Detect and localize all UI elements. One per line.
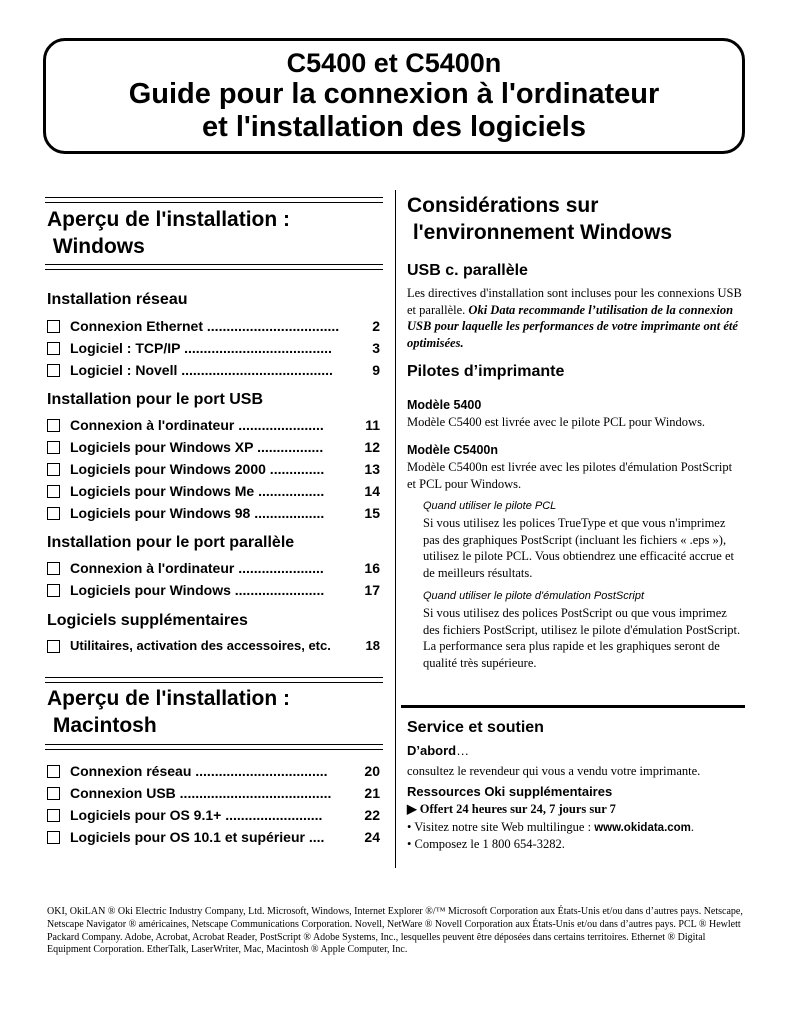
- toc-label: Logiciels pour Windows .......................: [70, 582, 325, 598]
- arrow-right-icon: ▶: [407, 802, 417, 816]
- checkbox[interactable]: [47, 419, 60, 432]
- toc-item-winxp[interactable]: [47, 436, 380, 458]
- mac-heading: [47, 685, 383, 739]
- group-title-parallel: Installation pour le port parallèle: [47, 534, 295, 551]
- toc-label: Logiciels pour Windows 2000 ..............: [70, 461, 325, 477]
- toc-page: 20: [364, 763, 380, 779]
- toc-item-mac-os9[interactable]: [47, 804, 380, 826]
- group-title-extra: Logiciels supplémentaires: [47, 612, 248, 629]
- checkbox[interactable]: [47, 485, 60, 498]
- toc-item-usb-connect[interactable]: [47, 414, 380, 436]
- toc-page: 12: [364, 439, 380, 455]
- title-line-3: et l'installation des logiciels: [202, 111, 586, 143]
- env-heading-line-1: Considérations sur: [407, 194, 599, 217]
- title-box: [43, 38, 745, 154]
- windows-heading-line-1: Aperçu de l'installation :: [47, 208, 291, 231]
- checkbox[interactable]: [47, 364, 60, 377]
- usb-recommendation: Oki Data recommande l’utilisation de la connexion USB pour laquelle les performances de votre imprimante ont été optimisées.: [407, 302, 738, 350]
- toc-item-mac-os10[interactable]: [47, 826, 380, 848]
- drivers-title: Pilotes d’imprimante: [407, 363, 565, 380]
- bullet-website-text: • Visitez notre site Web multilingue :: [407, 820, 595, 834]
- toc-label: Connexion réseau ..................................: [70, 763, 328, 779]
- checkbox[interactable]: [47, 809, 60, 822]
- toc-item-mac-network[interactable]: [47, 760, 380, 782]
- toc-label: Logiciels pour Windows Me .................: [70, 483, 325, 499]
- toc-label: Utilitaires, activation des accessoires, etc.: [70, 638, 331, 653]
- env-heading-line-2: l'environnement Windows: [407, 221, 672, 244]
- bullet-phone: • Composez le 1 800 654-3282.: [407, 837, 565, 851]
- toc-mac: [47, 760, 380, 848]
- toc-label: Connexion USB .......................................: [70, 785, 332, 801]
- mac-bottom-rule: [45, 744, 383, 750]
- env-heading: [407, 192, 747, 246]
- model-5400-text: Modèle C5400 est livrée avec le pilote PCL pour Windows.: [407, 415, 706, 429]
- checkbox[interactable]: [47, 584, 60, 597]
- toc-item-tcpip[interactable]: [47, 337, 380, 359]
- model-5400n-text: Modèle C5400n est livrée avec les pilotes d'émulation PostScript et PCL pour Windows.: [407, 460, 733, 491]
- mac-top-rule: [45, 677, 383, 683]
- checkbox[interactable]: [47, 831, 60, 844]
- toc-item-winme[interactable]: [47, 480, 380, 502]
- toc-item-utilities[interactable]: [47, 635, 380, 657]
- service-title: Service et soutien: [407, 719, 544, 736]
- windows-heading: [47, 206, 383, 260]
- toc-item-parallel-windows[interactable]: [47, 579, 380, 601]
- toc-page: 15: [364, 505, 380, 521]
- checkbox[interactable]: [47, 441, 60, 454]
- usb-text: Les directives d'installation sont incluses pour les connexions USB et parallèle.: [407, 286, 742, 317]
- service-rule: [401, 705, 745, 708]
- checkbox[interactable]: [47, 463, 60, 476]
- toc-page: 14: [364, 483, 380, 499]
- toc-page: 24: [364, 829, 380, 845]
- checkbox[interactable]: [47, 320, 60, 333]
- toc-item-win2000[interactable]: [47, 458, 380, 480]
- resources-title: Ressources Oki supplémentaires: [407, 784, 613, 799]
- toc-item-novell[interactable]: [47, 359, 380, 381]
- checkbox[interactable]: [47, 765, 60, 778]
- model-5400-title: Modèle 5400: [407, 398, 482, 412]
- resources-offer-text: Offert 24 heures sur 24, 7 jours sur 7: [416, 802, 616, 816]
- toc-label: Connexion Ethernet ..................................: [70, 318, 340, 334]
- column-divider: [395, 190, 396, 868]
- group-title-usb: Installation pour le port USB: [47, 391, 264, 408]
- checkbox[interactable]: [47, 507, 60, 520]
- pcl-when-text: Si vous utilisez les polices TrueType et que vous n'imprimez pas des graphiques PostScript (incluant les fichiers « .eps »), utilisez le pilote PCL. Vous obtiendrez une efficacité accrue et de meilleurs résultats.: [423, 516, 735, 580]
- bullet-website-end: .: [690, 820, 695, 834]
- toc-page: 2: [372, 318, 380, 334]
- mac-heading-line-2: Macintosh: [47, 714, 157, 737]
- toc-extra: [47, 635, 380, 657]
- toc-item-ethernet[interactable]: [47, 315, 380, 337]
- windows-heading-line-2: Windows: [47, 235, 145, 258]
- title-line-1: C5400 et C5400n: [286, 48, 502, 78]
- usb-vs-parallel-text: [407, 285, 743, 351]
- toc-label: Logiciels pour Windows XP .................: [70, 439, 324, 455]
- windows-top-rule: [45, 197, 383, 203]
- first-title: [407, 743, 469, 758]
- pcl-when-title: Quand utiliser le pilote PCL: [423, 500, 557, 512]
- toc-page: 18: [365, 638, 380, 653]
- ps-when-title: Quand utiliser le pilote d'émulation PostScript: [423, 590, 644, 602]
- toc-page: 22: [364, 807, 380, 823]
- toc-label: Logiciel : TCP/IP ......................................: [70, 340, 332, 356]
- toc-page: 11: [365, 417, 380, 433]
- first-text: consultez le revendeur qui vous a vendu votre imprimante.: [407, 764, 701, 778]
- toc-item-win98[interactable]: [47, 502, 380, 524]
- trademark-footer: OKI, OkiLAN ® Oki Electric Industry Company, Ltd. Microsoft, Windows, Internet Explorer ®/™ Microsoft Corporation aux États-Unis et/ou dans d’autres pays. Netscape, Netscape Navigator ® américaines, Netscape Communications Corporation. Novell, NetWare ® Novell Corporation aux États-Unis et/ou dans d’autres pays. PCL ® Hewlett Packard Company. Adobe, Acrobat, Acrobat Reader, PostScript ® Adobe Systems, Inc., lesquelles peuvent être déposées dans certains territoires. Ethernet ® Digital Equipment Corporation. EtherTalk, LaserWriter, Mac, Macintosh ® Apple Computer, Inc.: [47, 906, 743, 956]
- toc-item-mac-usb[interactable]: [47, 782, 380, 804]
- toc-page: 16: [364, 560, 380, 576]
- toc-usb: [47, 414, 380, 524]
- checkbox[interactable]: [47, 787, 60, 800]
- ps-when-text: Si vous utilisez des polices PostScript ou que vous imprimez des fichiers PostScript, utilisez le pilote d'émulation PostScript. La performance sera plus rapide et les graphiques seront de qualité très supérieure.: [423, 606, 741, 670]
- toc-network: [47, 315, 380, 381]
- toc-page: 13: [364, 461, 380, 477]
- title-line-2: Guide pour la connexion à l'ordinateur: [128, 78, 660, 110]
- toc-page: 9: [372, 362, 380, 378]
- model-5400n-title: Modèle C5400n: [407, 443, 499, 457]
- mac-heading-line-1: Aperçu de l'installation :: [47, 687, 291, 710]
- toc-parallel: [47, 557, 380, 601]
- toc-item-parallel-connect[interactable]: [47, 557, 380, 579]
- first-title-ellipsis: …: [456, 743, 470, 758]
- toc-label: Connexion à l'ordinateur ......................: [70, 417, 324, 433]
- toc-page: 21: [364, 785, 380, 801]
- checkbox[interactable]: [47, 562, 60, 575]
- toc-label: Logiciels pour Windows 98 ..................: [70, 505, 325, 521]
- toc-label: Logiciels pour OS 9.1+ .........................: [70, 807, 323, 823]
- usb-vs-parallel-title: USB c. parallèle: [407, 262, 528, 279]
- toc-page: 3: [372, 340, 380, 356]
- website-link[interactable]: www.okidata.com: [594, 822, 691, 834]
- resources-offer: [407, 801, 743, 818]
- toc-page: 17: [364, 582, 380, 598]
- checkbox[interactable]: [47, 640, 60, 653]
- group-title-network: Installation réseau: [47, 291, 188, 308]
- first-title-text: D’abord: [407, 743, 457, 758]
- toc-label: Logiciel : Novell .......................................: [70, 362, 333, 378]
- toc-label: Connexion à l'ordinateur ......................: [70, 560, 324, 576]
- toc-label: Logiciels pour OS 10.1 et supérieur ....: [70, 829, 325, 845]
- bullet-website: [407, 819, 743, 837]
- checkbox[interactable]: [47, 342, 60, 355]
- windows-bottom-rule: [45, 264, 383, 270]
